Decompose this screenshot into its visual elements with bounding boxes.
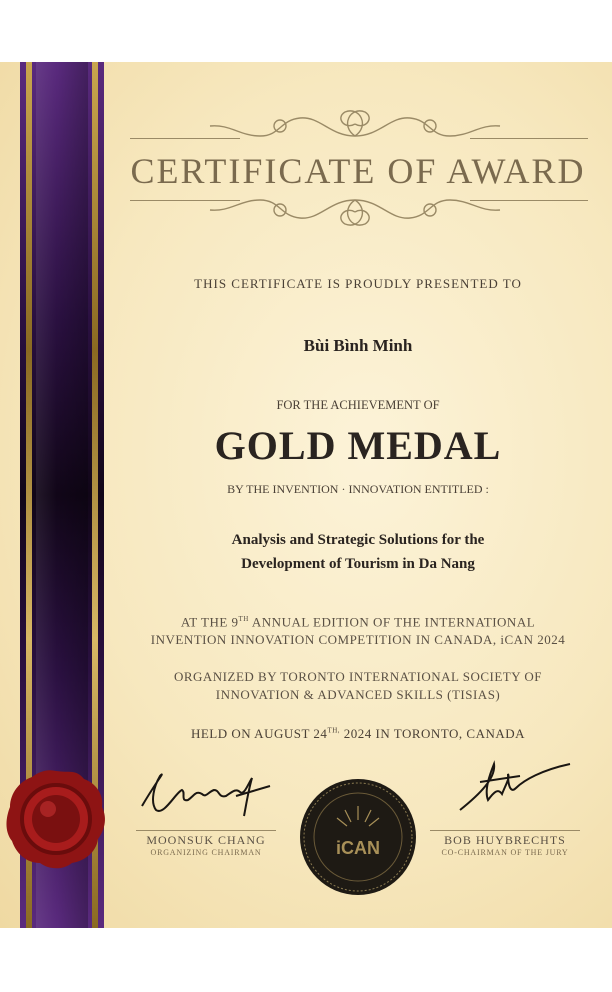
left-signer-role: ORGANIZING CHAIRMAN <box>150 848 262 857</box>
organizer-line: ORGANIZED BY TORONTO INTERNATIONAL SOCIETY OF <box>173 669 543 684</box>
project-title <box>108 528 608 576</box>
held-post: 2024 IN TORONTO, CANADA <box>340 726 526 741</box>
top-flourish-ornament-icon <box>200 96 510 146</box>
event-sup: TH <box>238 615 249 623</box>
left-signatory <box>136 830 276 857</box>
left-signature-icon <box>136 762 276 822</box>
right-signature-icon <box>450 754 580 818</box>
certificate-title: CERTIFICATE OF AWARD <box>130 151 586 191</box>
entitled-text: BY THE INVENTION · INNOVATION ENTITLED : <box>227 482 489 496</box>
organizer-description <box>108 668 608 704</box>
bottom-flourish-ornament-icon <box>200 190 510 240</box>
event-pre: AT THE 9 <box>180 614 239 630</box>
presented-to-text: THIS CERTIFICATE IS PROUDLY PRESENTED TO <box>194 276 522 291</box>
left-signature-rule <box>136 830 276 831</box>
project-title-line: Analysis and Strategic Solutions for the <box>231 532 485 548</box>
award-title: GOLD MEDAL <box>214 423 502 468</box>
held-sup: TH, <box>327 726 341 735</box>
project-title-line: Development of Tourism in Da Nang <box>241 556 475 572</box>
right-signature-rule <box>430 830 580 831</box>
recipient-name: Bùi Bình Minh <box>303 336 413 355</box>
left-signer-name: MOONSUK CHANG <box>146 833 266 847</box>
right-signer-role: CO-CHAIRMAN OF THE JURY <box>441 848 569 857</box>
achievement-intro: FOR THE ACHIEVEMENT OF <box>276 398 440 412</box>
organizer-line: INNOVATION & ADVANCED SKILLS (TISIAS) <box>215 687 501 702</box>
emblem-text: iCAN <box>336 838 380 858</box>
event-line: INVENTION INNOVATION COMPETITION IN CANADA, iCAN 2024 <box>150 632 566 648</box>
right-signer-name: BOB HUYBRECHTS <box>444 833 566 847</box>
held-pre: HELD ON AUGUST 24 <box>190 726 328 741</box>
event-line <box>108 610 608 631</box>
event-description <box>108 610 608 649</box>
event-post: ANNUAL EDITION OF THE INTERNATIONAL <box>248 614 536 630</box>
right-signatory <box>430 830 580 857</box>
wax-seal-icon <box>4 767 108 871</box>
held-date-location <box>108 726 608 742</box>
certificate <box>0 62 612 928</box>
ican-gold-emblem-icon <box>297 776 419 898</box>
